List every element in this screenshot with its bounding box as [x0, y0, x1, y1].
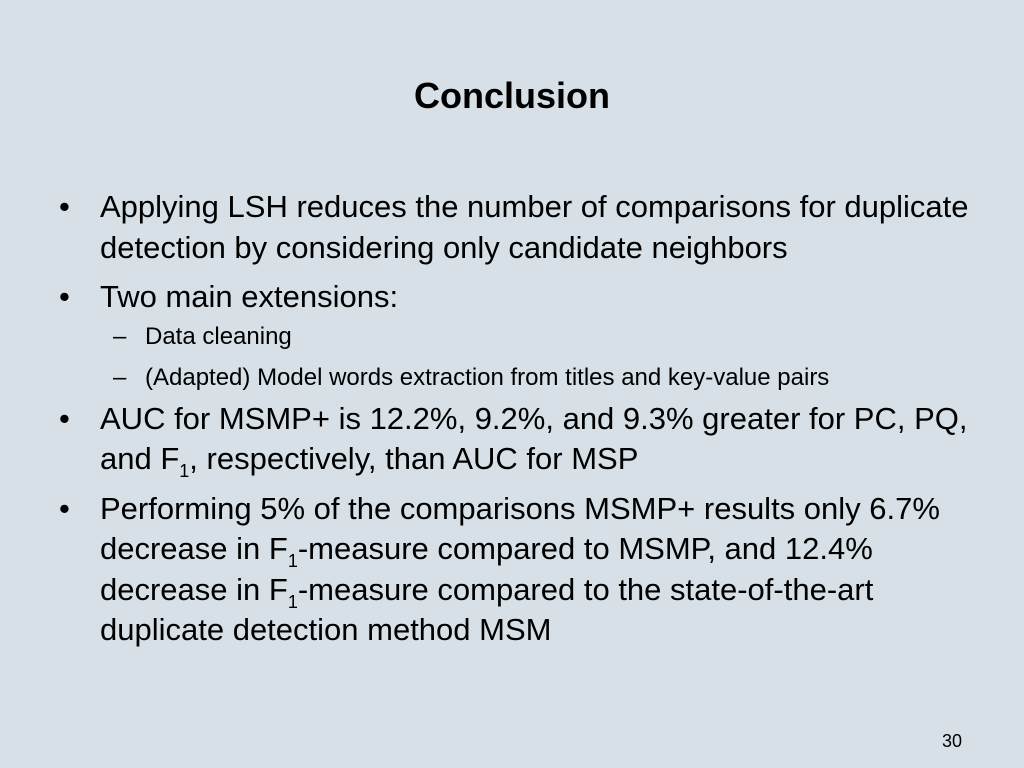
subscript: 1: [287, 591, 298, 612]
bullet-marker: •: [59, 490, 70, 526]
subscript: 1: [287, 551, 298, 571]
bullet-marker: •: [59, 279, 70, 314]
sub-bullet-marker: –: [113, 322, 127, 350]
bullet-text-end: , respectively, than AUC for MSP: [189, 441, 639, 476]
bullet-item-auc: [0, 399, 980, 480]
bullet-text-start: AUC for MSMP+ is 12.2%, 9.2%, and 9.3% greater for PC, PQ, and F: [100, 400, 968, 476]
bullet-text: Two main extensions:: [100, 279, 399, 314]
bullet-text: Applying LSH reduces the number of comparisons for duplicate detection by considering only candidate neighbors: [100, 189, 969, 265]
bullet-item-extensions: [0, 277, 980, 318]
subscript: 1: [179, 461, 190, 481]
bullet-item-lsh: [0, 187, 980, 268]
bullet-marker: •: [59, 400, 70, 436]
sub-bullet-item-data-cleaning: [0, 322, 1000, 352]
bullet-text-part-1: Performing 5% of the comparisons MSMP+ results only 6.7% decrease in F: [100, 490, 940, 566]
sub-bullet-marker: –: [113, 363, 127, 391]
bullet-text-part-2: -measure compared to MSMP, and 12.4% decrease in F: [100, 531, 873, 607]
bullet-text-part-3: -measure compared to the state-of-the-art duplicate detection method MSM: [100, 571, 874, 647]
bullet-marker: •: [59, 189, 70, 224]
bullet-list: [0, 187, 1000, 660]
sub-bullet-text: Data cleaning: [145, 322, 292, 350]
slide-title: Conclusion: [414, 75, 610, 116]
sub-bullet-item-model-words: [0, 363, 1000, 393]
bullet-item-performance: [0, 489, 980, 651]
sub-bullet-text: (Adapted) Model words extraction from titles and key-value pairs: [145, 363, 830, 391]
slide-number: 30: [941, 731, 962, 751]
